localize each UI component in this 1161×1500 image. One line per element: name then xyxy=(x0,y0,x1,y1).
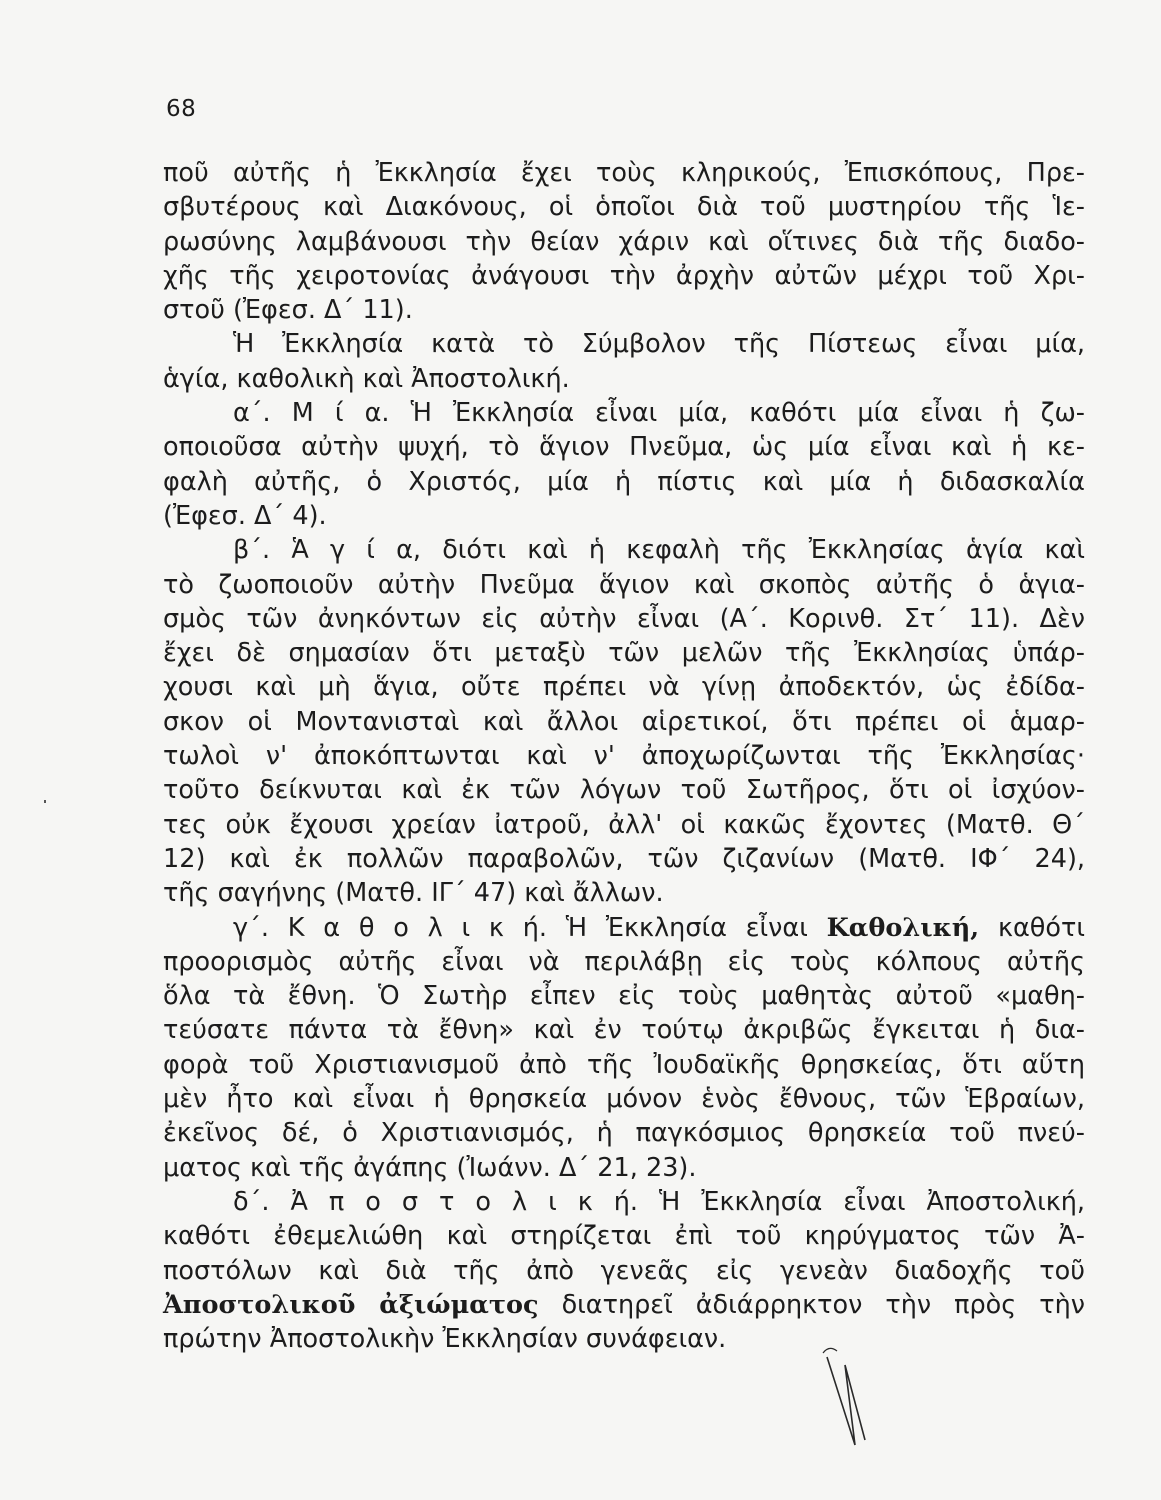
text-line: χουσι καὶ μὴ ἅγια, οὔτε πρέπει νὰ γίνῃ ἀποδεκτόν, ὡς ἐδίδα- xyxy=(163,672,1085,703)
text-line: τοῦτο δείκνυται καὶ ἐκ τῶν λόγων τοῦ Σωτῆρος, ὅτι οἱ ἰσχύον- xyxy=(163,775,1085,806)
bold-term: Ἀποστολικοῦ ἀξιώματος xyxy=(163,1289,539,1320)
page-number: 68 xyxy=(166,96,197,122)
section-delta-heading: δ΄. Ἀ π ο σ τ ο λ ι κ ή. Ἡ Ἐκκλησία εἶναι Ἀποστολική, xyxy=(233,1186,1085,1217)
section-beta-heading: β΄. Ἁ γ ί α, διότι καὶ ἡ κεφαλὴ τῆς Ἐκκλησίας ἁγία καὶ xyxy=(233,535,1085,566)
text-line: ρωσύνης λαμβάνουσι τὴν θείαν χάριν καὶ οἵτινες διὰ τῆς διαδο- xyxy=(163,226,1085,257)
text-line: χῆς τῆς χειροτονίας ἀνάγουσι τὴν ἀρχὴν αὐτῶν μέχρι τοῦ Χρι- xyxy=(163,260,1085,291)
text-line: ποστόλων καὶ διὰ τῆς ἀπὸ γενεᾶς εἰς γενεὰν διαδοχῆς τοῦ xyxy=(163,1255,1085,1286)
text-line: φαλὴ αὐτῆς, ὁ Χριστός, μία ἡ πίστις καὶ μία ἡ διδασκαλία xyxy=(163,466,1085,497)
text-line: ἐκεῖνος δέ, ὁ Χριστιανισμός, ἡ παγκόσμιος θρησκεία τοῦ πνεύ- xyxy=(163,1118,1085,1149)
text-line: σβυτέρους καὶ Διακόνους, οἱ ὁποῖοι διὰ τοῦ μυστηρίου τῆς Ἱε- xyxy=(163,192,1085,223)
text-line: ποῦ αὐτῆς ἡ Ἐκκλησία ἔχει τοὺς κληρικούς, Ἐπισκόπους, Πρε- xyxy=(163,158,1085,188)
text-line: φορὰ τοῦ Χριστιανισμοῦ ἀπὸ τῆς Ἰουδαϊκῆς θρησκείας, ὅτι αὕτη xyxy=(163,1049,1085,1080)
bold-term: Καθολική, xyxy=(826,912,980,943)
text-line: σκον οἱ Μοντανισταὶ καὶ ἄλλοι αἱρετικοί, ὅτι πρέπει οἱ ἁμαρ- xyxy=(163,706,1085,737)
text-line: (Ἐφεσ. Δ΄ 4). xyxy=(163,500,327,531)
paragraph-start: Ἡ Ἐκκλησία κατὰ τὸ Σύμβολον τῆς Πίστεως εἶναι μία, xyxy=(233,329,1085,360)
pencil-mark-icon xyxy=(815,1345,875,1455)
text-line: ὅλα τὰ ἔθνη. Ὁ Σωτὴρ εἶπεν εἰς τοὺς μαθητὰς αὐτοῦ «μαθη- xyxy=(163,981,1085,1012)
text-line: ἁγία, καθολικὴ καὶ Ἀποστολική. xyxy=(163,363,570,394)
text-line: καθότι ἐθεμελιώθη καὶ στηρίζεται ἐπὶ τοῦ κηρύγματος τῶν Ἀ- xyxy=(163,1221,1085,1252)
text-line: τὸ ζωοποιοῦν αὐτὴν Πνεῦμα ἅγιον καὶ σκοπὸς αὐτῆς ὁ ἁγια- xyxy=(163,569,1085,600)
body-text xyxy=(163,156,1085,1356)
text-line: μὲν ἦτο καὶ εἶναι ἡ θρησκεία μόνον ἑνὸς ἔθνους, τῶν Ἑβραίων, xyxy=(163,1084,1085,1115)
paper-speck xyxy=(44,800,46,803)
text-line: τωλοὶ ν' ἀποκόπτωνται καὶ ν' ἀποχωρίζωνται τῆς Ἐκκλησίας· xyxy=(163,741,1085,772)
text-line: ματος καὶ τῆς ἀγάπης (Ἰωάνν. Δ΄ 21, 23). xyxy=(163,1152,697,1183)
text-line: Ἀποστολικοῦ ἀξιώματος διατηρεῖ ἀδιάρρηκτον τὴν πρὸς τὴν xyxy=(163,1289,1085,1320)
section-alpha-heading: α΄. Μ ί α. Ἡ Ἐκκλησία εἶναι μία, καθότι μία εἶναι ἡ ζω- xyxy=(233,398,1085,429)
text-line: τεύσατε πάντα τὰ ἔθνη» καὶ ἐν τούτῳ ἀκριβῶς ἔγκειται ἡ δια- xyxy=(163,1015,1085,1046)
text-line: στοῦ (Ἐφεσ. Δ΄ 11). xyxy=(163,295,413,326)
text-line: 12) καὶ ἐκ πολλῶν παραβολῶν, τῶν ζιζανίων (Ματθ. ΙΦ΄ 24), xyxy=(163,843,1085,874)
section-gamma-heading: γ΄. Κ α θ ο λ ι κ ή. Ἡ Ἐκκλησία εἶναι Καθολική, καθότι xyxy=(233,912,1085,943)
text-line: πρώτην Ἀποστολικὴν Ἐκκλησίαν συνάφειαν. xyxy=(163,1324,727,1355)
text-line: τῆς σαγήνης (Ματθ. ΙΓ΄ 47) καὶ ἄλλων. xyxy=(163,878,664,909)
text-line: ἔχει δὲ σημασίαν ὅτι μεταξὺ τῶν μελῶν τῆς Ἐκκλησίας ὑπάρ- xyxy=(163,638,1085,669)
text-line: οποιοῦσα αὐτὴν ψυχή, τὸ ἅγιον Πνεῦμα, ὡς μία εἶναι καὶ ἡ κε- xyxy=(163,432,1085,463)
text-line: σμὸς τῶν ἀνηκόντων εἰς αὐτὴν εἶναι (Α΄. Κορινθ. Στ΄ 11). Δὲν xyxy=(163,603,1085,634)
text-line: προορισμὸς αὐτῆς εἶναι νὰ περιλάβῃ εἰς τοὺς κόλπους αὐτῆς xyxy=(163,946,1085,977)
text-line: τες οὐκ ἔχουσι χρείαν ἰατροῦ, ἀλλ' οἱ κακῶς ἔχοντες (Ματθ. Θ΄ xyxy=(163,809,1085,840)
